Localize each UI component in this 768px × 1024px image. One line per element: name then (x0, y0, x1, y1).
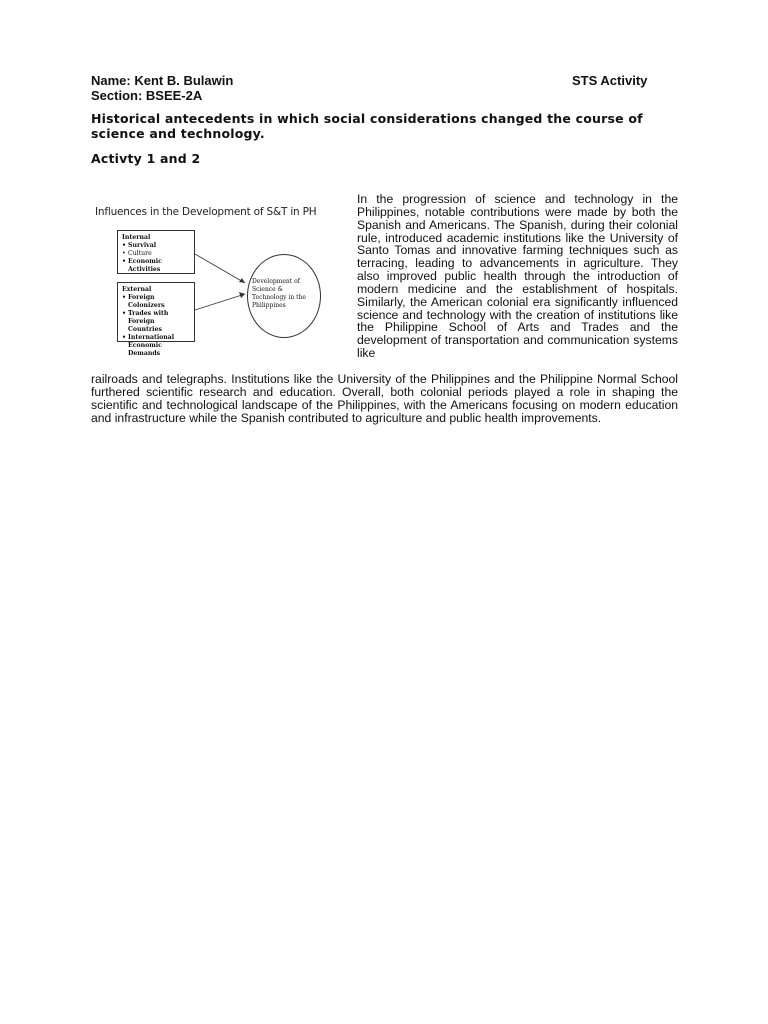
main-heading: Historical antecedents in which social considerations changed the course of science and technology. (91, 111, 643, 141)
internal-item: • Economic Activities (122, 258, 190, 274)
development-label: Development of Science & Technology in the Philippines (252, 278, 306, 309)
external-item: • International Economic Demands (122, 334, 190, 358)
diagram-title: Influences in the Development of S&T in PH (95, 206, 317, 218)
activity-heading: Activty 1 and 2 (91, 151, 201, 166)
external-title: External (122, 286, 152, 293)
student-section: Section: BSEE-2A (91, 88, 203, 103)
internal-arrow (195, 254, 245, 283)
internal-title: Internal (122, 234, 151, 241)
external-arrowhead (239, 292, 245, 298)
external-factors-box (117, 282, 195, 357)
internal-item: • Culture (122, 250, 190, 258)
influences-diagram (95, 198, 335, 357)
external-item: • Trades with Foreign Countries (122, 310, 190, 334)
course-title: STS Activity (572, 73, 648, 88)
body-paragraph-full: railroads and telegraphs. Institutions like the University of the Philippines and the Philippine Normal School furthered scientific research and education. Overall, both colonial periods played a role in shaping the scientific and technological landscape of the Philippines, with the Americans focusing on modern education and infrastructure while the Spanish contributed to agriculture and public health improvements. (91, 372, 678, 425)
external-item: • Foreign Colonizers (122, 294, 190, 310)
student-name: Name: Kent B. Bulawin (91, 73, 234, 88)
internal-item: • Survival (122, 242, 190, 250)
external-arrow (195, 294, 245, 310)
internal-factors-box (117, 230, 195, 274)
body-paragraph-wrapped: In the progression of science and technology in the Philippines, notable contributions were made by both the Spanish and Americans. The Spanish, during their colonial rule, introduced academic institutions like the University of Santo Tomas and innovative farming techniques such as terracing, leading to advancements in agriculture. They also improved public health through the introduction of modern medicine and the establishment of hospitals. Similarly, the American colonial era significantly influenced science and technology with the creation of institutions like the Philippine School of Arts and Trades and the development of transportation and communication systems like (357, 192, 678, 361)
